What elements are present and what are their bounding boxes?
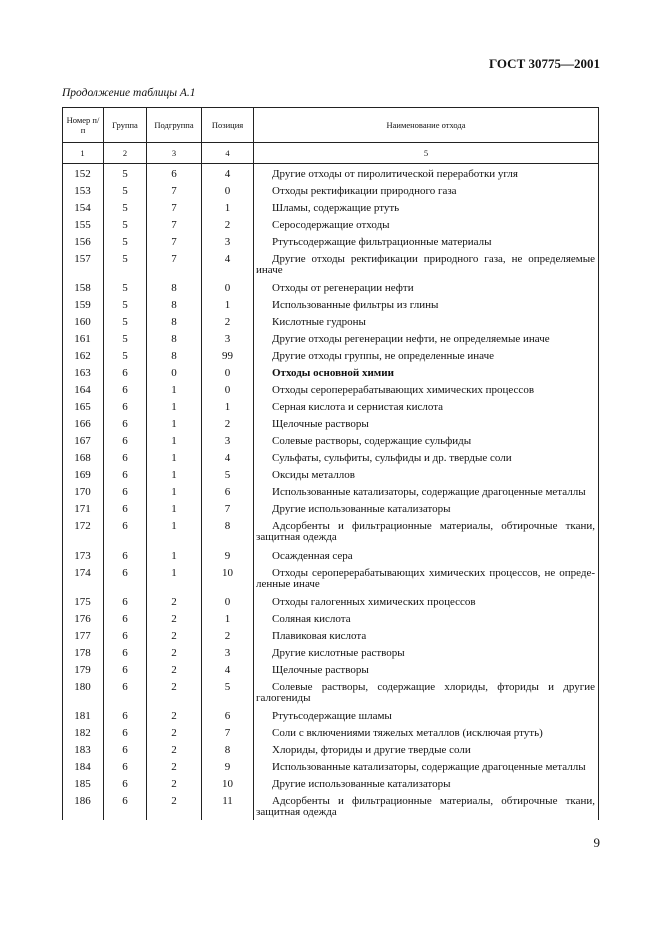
row-number: 156 <box>74 236 91 248</box>
row-position: 2 <box>224 418 231 430</box>
row-waste-name <box>256 682 595 704</box>
row-subgroup: 8 <box>171 350 177 362</box>
row-waste-name <box>256 504 595 515</box>
row-waste-name <box>256 300 595 311</box>
row-number: 171 <box>74 503 91 515</box>
row-waste-name-text: Другие кислотные растворы <box>272 647 405 659</box>
row-waste-name-text: Солевые растворы, содержащие хлориды, фториды и другие галогениды <box>256 681 595 704</box>
row-waste-name-text: Другие отходы регенерации нефти, не определяемые иначе <box>272 333 550 345</box>
row-waste-name-text: Щелочные растворы <box>272 418 369 430</box>
standard-header: ГОСТ 30775—2001 <box>488 56 600 71</box>
row-waste-name <box>256 779 595 790</box>
row-group: 6 <box>122 795 128 807</box>
row-number: 159 <box>74 299 91 311</box>
row-subgroup: 8 <box>171 333 177 345</box>
row-position: 99 <box>222 350 233 362</box>
row-group: 6 <box>122 435 128 447</box>
row-subgroup: 1 <box>171 401 177 413</box>
row-subgroup: 2 <box>171 744 177 756</box>
row-group: 6 <box>122 550 128 562</box>
row-waste-name <box>256 419 595 430</box>
row-waste-name-text: Соли с включениями тяжелых металлов (исключая ртуть) <box>272 727 543 739</box>
row-waste-name <box>256 597 595 608</box>
row-position: 2 <box>224 316 231 328</box>
row-waste-name-text: Другие отходы группы, не определенные иначе <box>272 350 495 362</box>
row-waste-name <box>256 796 595 818</box>
header-subgroup: Подгруппа <box>154 120 194 130</box>
row-number: 154 <box>74 202 91 214</box>
row-number: 178 <box>74 647 91 659</box>
row-number: 157 <box>74 253 91 265</box>
row-number: 180 <box>74 681 91 693</box>
row-waste-name <box>256 453 595 464</box>
row-position: 6 <box>224 486 231 498</box>
row-waste-name <box>256 762 595 773</box>
row-group: 5 <box>122 299 128 311</box>
header-group: Группа <box>112 120 138 130</box>
row-number: 184 <box>74 761 91 773</box>
row-position: 1 <box>224 299 231 311</box>
row-waste-name-text: Отходы основной химии <box>272 367 394 379</box>
row-position: 4 <box>224 168 231 180</box>
row-subgroup: 7 <box>171 236 177 248</box>
row-subgroup: 1 <box>171 418 177 430</box>
row-position: 3 <box>224 647 231 659</box>
row-position: 8 <box>224 520 231 532</box>
row-subgroup: 8 <box>171 282 177 294</box>
col-number-5: 5 <box>423 148 429 158</box>
row-waste-name <box>256 614 595 625</box>
row-waste-name-text: Щелочные растворы <box>272 664 369 676</box>
row-position: 0 <box>224 367 231 379</box>
col-number-1: 1 <box>80 148 85 158</box>
row-subgroup: 1 <box>171 520 177 532</box>
row-group: 6 <box>122 647 128 659</box>
row-waste-name-text: Использованные катализаторы, содержащие драгоценные металлы <box>272 486 586 498</box>
row-position: 3 <box>224 236 231 248</box>
row-position: 10 <box>222 567 233 579</box>
row-group: 5 <box>122 253 128 265</box>
row-number: 168 <box>74 452 91 464</box>
table-continuation-caption: Продолжение таблицы А.1 <box>62 87 196 99</box>
row-position: 9 <box>224 550 231 562</box>
row-group: 5 <box>122 219 128 231</box>
row-waste-name-text: Адсорбенты и фильтрационные материалы, обтирочные ткани, защитная одежда <box>256 520 595 543</box>
row-waste-name <box>256 385 595 396</box>
row-waste-name <box>256 470 595 481</box>
row-position: 0 <box>224 185 231 197</box>
row-group: 6 <box>122 418 128 430</box>
row-waste-name-text: Отходы сероперерабатывающих химических процессов <box>272 384 535 396</box>
row-subgroup: 8 <box>171 316 177 328</box>
row-waste-name-text: Отходы ректификации природного газа <box>272 185 457 197</box>
row-waste-name-text: Адсорбенты и фильтрационные материалы, обтирочные ткани, защитная одежда <box>256 795 595 818</box>
row-waste-name-text: Кислотные гудроны <box>272 316 366 328</box>
row-waste-name <box>256 186 595 197</box>
row-group: 6 <box>122 613 128 625</box>
row-subgroup: 2 <box>171 630 177 642</box>
row-number: 158 <box>74 282 91 294</box>
row-waste-name-text: Другие использованные катализаторы <box>272 503 451 515</box>
row-group: 5 <box>122 168 128 180</box>
row-position: 0 <box>224 384 231 396</box>
row-subgroup: 2 <box>171 795 177 807</box>
row-group: 6 <box>122 367 128 379</box>
row-waste-name-text: Другие отходы ректификации природного газа, не определяемые иначе <box>256 253 595 276</box>
row-group: 6 <box>122 744 128 756</box>
row-group: 5 <box>122 333 128 345</box>
row-group: 5 <box>122 236 128 248</box>
row-waste-name <box>256 254 595 276</box>
row-waste-name-text: Осажденная сера <box>272 550 353 562</box>
row-number: 170 <box>74 486 91 498</box>
row-group: 6 <box>122 452 128 464</box>
row-subgroup: 1 <box>171 469 177 481</box>
row-group: 6 <box>122 469 128 481</box>
row-number: 164 <box>74 384 91 396</box>
row-group: 6 <box>122 503 128 515</box>
row-number: 186 <box>74 795 91 807</box>
row-waste-name-text: Использованные фильтры из глины <box>272 299 439 311</box>
row-position: 11 <box>222 795 233 807</box>
row-position: 1 <box>224 202 231 214</box>
row-waste-name-text: Другие использованные катализаторы <box>272 778 451 790</box>
row-waste-name-text: Отходы галогенных химических процессов <box>272 596 476 608</box>
row-number: 179 <box>74 664 91 676</box>
row-position: 5 <box>224 681 231 693</box>
row-subgroup: 2 <box>171 727 177 739</box>
header-waste-name: Наименование отхода <box>386 120 466 130</box>
row-waste-name <box>256 665 595 676</box>
row-waste-name <box>256 237 595 248</box>
row-subgroup: 2 <box>171 647 177 659</box>
row-waste-name <box>256 521 595 543</box>
row-waste-name-text: Оксиды металлов <box>272 469 355 481</box>
row-number: 185 <box>74 778 91 790</box>
row-number: 153 <box>74 185 91 197</box>
row-number: 155 <box>74 219 91 231</box>
row-number: 152 <box>74 168 91 180</box>
row-number: 183 <box>74 744 91 756</box>
row-subgroup: 8 <box>171 299 177 311</box>
row-waste-name <box>256 402 595 413</box>
row-group: 5 <box>122 185 128 197</box>
row-waste-name <box>256 351 595 362</box>
row-group: 6 <box>122 710 128 722</box>
row-number: 167 <box>74 435 91 447</box>
row-waste-name-text: Хлориды, фториды и другие твердые соли <box>272 744 471 756</box>
row-number: 165 <box>74 401 91 413</box>
row-group: 6 <box>122 778 128 790</box>
col-number-3: 3 <box>171 148 177 158</box>
row-subgroup: 2 <box>171 664 177 676</box>
row-group: 5 <box>122 282 128 294</box>
row-waste-name-text: Соляная кислота <box>272 613 351 625</box>
row-position: 0 <box>224 596 231 608</box>
row-subgroup: 7 <box>171 185 177 197</box>
row-subgroup: 2 <box>171 778 177 790</box>
row-subgroup: 1 <box>171 486 177 498</box>
row-waste-name-text: Другие отходы от пиролитической переработки угля <box>272 168 518 180</box>
row-position: 0 <box>224 282 231 294</box>
row-group: 6 <box>122 567 128 579</box>
row-group: 6 <box>122 596 128 608</box>
row-subgroup: 6 <box>171 168 177 180</box>
row-waste-name-text: Ртутьсодержащие шламы <box>272 710 392 722</box>
row-group: 5 <box>122 202 128 214</box>
row-waste-name-text: Сульфаты, сульфиты, сульфиды и др. твердые соли <box>272 452 512 464</box>
row-group: 6 <box>122 664 128 676</box>
row-waste-name-text: Отходы от регенерации нефти <box>272 282 414 294</box>
row-group: 6 <box>122 681 128 693</box>
row-position: 7 <box>224 727 231 739</box>
row-subgroup: 1 <box>171 567 177 579</box>
col-number-4: 4 <box>225 148 230 158</box>
row-group: 6 <box>122 384 128 396</box>
row-subgroup: 2 <box>171 681 177 693</box>
row-position: 2 <box>224 630 231 642</box>
col-number-2: 2 <box>122 148 128 158</box>
row-waste-name <box>256 551 595 562</box>
row-number: 177 <box>74 630 91 642</box>
row-subgroup: 2 <box>171 613 177 625</box>
row-waste-name <box>256 711 595 722</box>
row-position: 5 <box>224 469 231 481</box>
row-group: 5 <box>122 350 128 362</box>
row-number: 169 <box>74 469 91 481</box>
row-group: 6 <box>122 630 128 642</box>
row-waste-name <box>256 631 595 642</box>
row-position: 2 <box>224 219 231 231</box>
row-waste-name <box>256 728 595 739</box>
row-waste-name <box>256 169 595 180</box>
row-group: 6 <box>122 401 128 413</box>
row-position: 1 <box>224 613 231 625</box>
row-subgroup: 2 <box>171 710 177 722</box>
row-position: 10 <box>222 778 233 790</box>
row-position: 7 <box>224 503 231 515</box>
row-number: 172 <box>74 520 91 532</box>
row-waste-name <box>256 283 595 294</box>
page-number: 9 <box>593 835 600 850</box>
row-number: 161 <box>74 333 91 345</box>
row-waste-name <box>256 745 595 756</box>
row-position: 4 <box>224 452 231 464</box>
row-number: 162 <box>74 350 91 362</box>
row-waste-name <box>256 436 595 447</box>
row-number: 181 <box>74 710 91 722</box>
row-waste-name <box>256 487 595 498</box>
row-subgroup: 2 <box>171 596 177 608</box>
row-waste-name-text: Ртутьсодержащие фильтрационные материалы <box>272 236 492 248</box>
header-number: Номер п/п <box>66 115 100 135</box>
row-waste-name <box>256 368 595 379</box>
row-number: 173 <box>74 550 91 562</box>
row-group: 6 <box>122 727 128 739</box>
row-waste-name-text: Серосодержащие отходы <box>272 219 390 231</box>
row-waste-name <box>256 334 595 345</box>
row-waste-name <box>256 648 595 659</box>
row-number: 166 <box>74 418 91 430</box>
row-position: 4 <box>224 253 231 265</box>
row-subgroup: 7 <box>171 219 177 231</box>
row-waste-name <box>256 203 595 214</box>
row-position: 3 <box>224 435 231 447</box>
row-subgroup: 1 <box>171 435 177 447</box>
row-waste-name <box>256 568 595 590</box>
row-number: 182 <box>74 727 91 739</box>
row-subgroup: 1 <box>171 452 177 464</box>
row-number: 174 <box>74 567 91 579</box>
row-group: 5 <box>122 316 128 328</box>
row-number: 163 <box>74 367 91 379</box>
row-number: 176 <box>74 613 91 625</box>
row-waste-name-text: Серная кислота и сернистая кислота <box>272 401 444 413</box>
row-number: 160 <box>74 316 91 328</box>
row-waste-name-text: Отходы сероперерабатывающих химических процессов, не опреде-ленные иначе <box>256 567 595 590</box>
row-position: 9 <box>224 761 231 773</box>
row-waste-name <box>256 220 595 231</box>
row-subgroup: 1 <box>171 384 177 396</box>
row-waste-name-text: Шламы, содержащие ртуть <box>272 202 400 214</box>
row-position: 8 <box>224 744 231 756</box>
row-subgroup: 7 <box>171 202 177 214</box>
row-position: 1 <box>224 401 231 413</box>
row-waste-name-text: Солевые растворы, содержащие сульфиды <box>272 435 472 447</box>
row-position: 3 <box>224 333 231 345</box>
row-subgroup: 2 <box>171 761 177 773</box>
header-position: Позиция <box>211 120 244 130</box>
row-position: 4 <box>224 664 231 676</box>
row-subgroup: 0 <box>171 367 177 379</box>
row-group: 6 <box>122 761 128 773</box>
row-waste-name <box>256 317 595 328</box>
row-subgroup: 1 <box>171 503 177 515</box>
row-subgroup: 7 <box>171 253 177 265</box>
row-subgroup: 1 <box>171 550 177 562</box>
row-waste-name-text: Использованные катализаторы, содержащие драгоценные металлы <box>272 761 586 773</box>
row-group: 6 <box>122 520 128 532</box>
row-group: 6 <box>122 486 128 498</box>
row-position: 6 <box>224 710 231 722</box>
row-number: 175 <box>74 596 91 608</box>
row-waste-name-text: Плавиковая кислота <box>272 630 367 642</box>
